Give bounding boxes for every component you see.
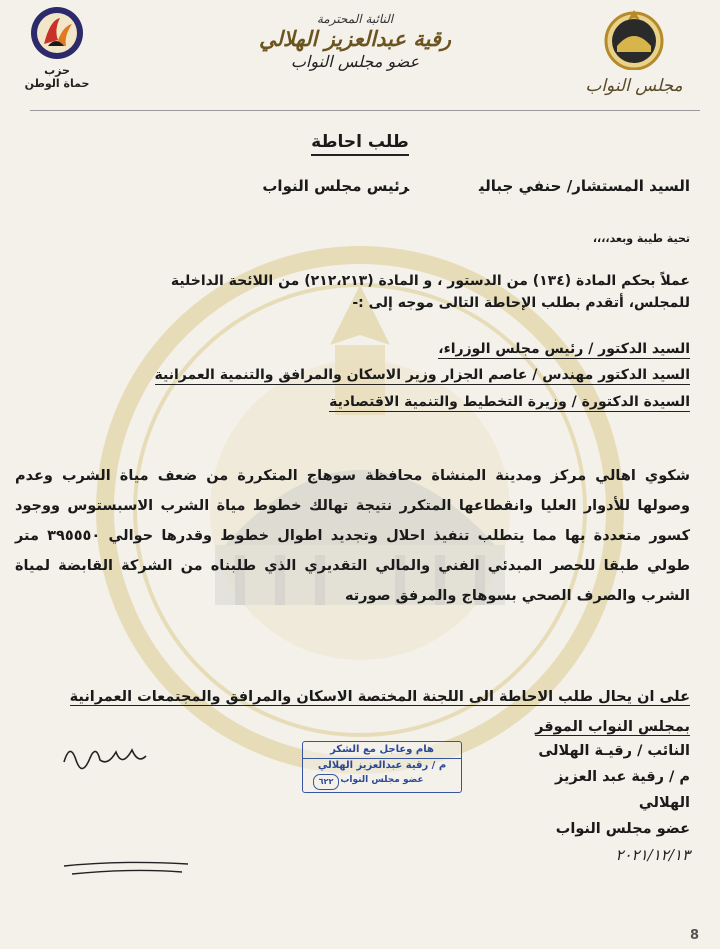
member-letterhead bbox=[225, 12, 485, 71]
header-divider bbox=[30, 110, 700, 111]
party-caption-2: حماة الوطن bbox=[24, 77, 90, 90]
intro-line-2: للمجلس، أتقدم بطلب الإحاطة التالى موجه إلى :- bbox=[352, 295, 690, 311]
request-paragraph: على ان يحال طلب الاحاطة الى اللجنة المختصة الاسكان والمرافق والمجتمعات العمرانية بمجلس النواب الموقر bbox=[69, 689, 690, 735]
stamp-line-1: هام وعاجل مع الشكر bbox=[303, 742, 461, 759]
parliament-logo bbox=[574, 8, 694, 96]
addressee-name: السيد المستشار/ حنفي جبالي bbox=[479, 177, 690, 195]
stamp-badge: ٦٢٢ bbox=[313, 774, 339, 790]
greeting: تحية طيبة وبعد،،،، bbox=[592, 232, 690, 245]
recipient-3: السيدة الدكتورة / وزيرة التخطيط والتنمية الاقتصادية bbox=[329, 394, 690, 410]
recipient-1: السيد الدكتور / رئيس مجلس الوزراء، bbox=[438, 341, 690, 357]
addressee-role: رئيس مجلس النواب bbox=[262, 177, 410, 195]
complaint-paragraph: شكوي اهالي مركز ومدينة المنشاة محافظة سوهاج المتكررة من ضعف مياة الشرب وعدم وصولها للأدوار العليا وانقطاعها المتكرر نتيجة تهالك خطوط مياة الشرب الاسبستوس ووجود كسور متعددة بها مما يتطلب تنفيذ احلال وتجديد اطوال خطوط وقدرها حوالي ٣٩٥٥٥٠ متر طولي طبقا للحصر المبدئي الفني والمالي التقديري الذي طلبناه من الشركة القابضة لمياة الشرب والصرف الصحي بسوهاج والمرفق صورته bbox=[15, 468, 690, 604]
parliament-label: مجلس النواب bbox=[585, 76, 683, 96]
signature-label: النائب / رقيـة الهلالى bbox=[538, 743, 690, 759]
party-emblem-icon bbox=[30, 6, 84, 60]
party-caption-1: حزب bbox=[44, 64, 70, 77]
party-logo bbox=[22, 6, 92, 90]
signature-underline-icon bbox=[62, 858, 192, 878]
document-title: طلب احاطة bbox=[250, 132, 470, 152]
intro-paragraph bbox=[20, 270, 690, 314]
stamp-line-3: عضو مجلس النواب bbox=[340, 775, 424, 785]
handwritten-signature-icon bbox=[60, 738, 150, 772]
intro-line-1: عملاً بحكم المادة (١٣٤) من الدستور ، و المادة (٢١٢،٢١٣) من اللائحة الداخلية bbox=[170, 273, 690, 289]
signature-date: ٢٠٢١/١٢/١٣ bbox=[615, 846, 690, 864]
addressee-line bbox=[262, 177, 690, 195]
approval-stamp bbox=[302, 741, 462, 793]
parliament-seal-icon bbox=[601, 8, 667, 70]
member-role-heading: عضو مجلس النواب bbox=[290, 52, 420, 71]
recipient-2: السيد الدكتور مهندس / عاصم الجزار وزير الاسكان والمرافق والتنمية العمرانية bbox=[154, 367, 690, 383]
signature-block bbox=[500, 738, 690, 868]
page-mark: 8 bbox=[690, 928, 700, 943]
signature-role: عضو مجلس النواب bbox=[555, 821, 690, 837]
signature-name: م / رقية عبد العزيز الهلالي bbox=[555, 769, 690, 811]
member-name-heading: رقية عبدالعزيز الهلالي bbox=[258, 26, 451, 51]
member-honorific: النائبة المحترمة bbox=[316, 12, 394, 26]
stamp-line-2: م / رقية عبدالعزيز الهلالي bbox=[317, 760, 447, 771]
